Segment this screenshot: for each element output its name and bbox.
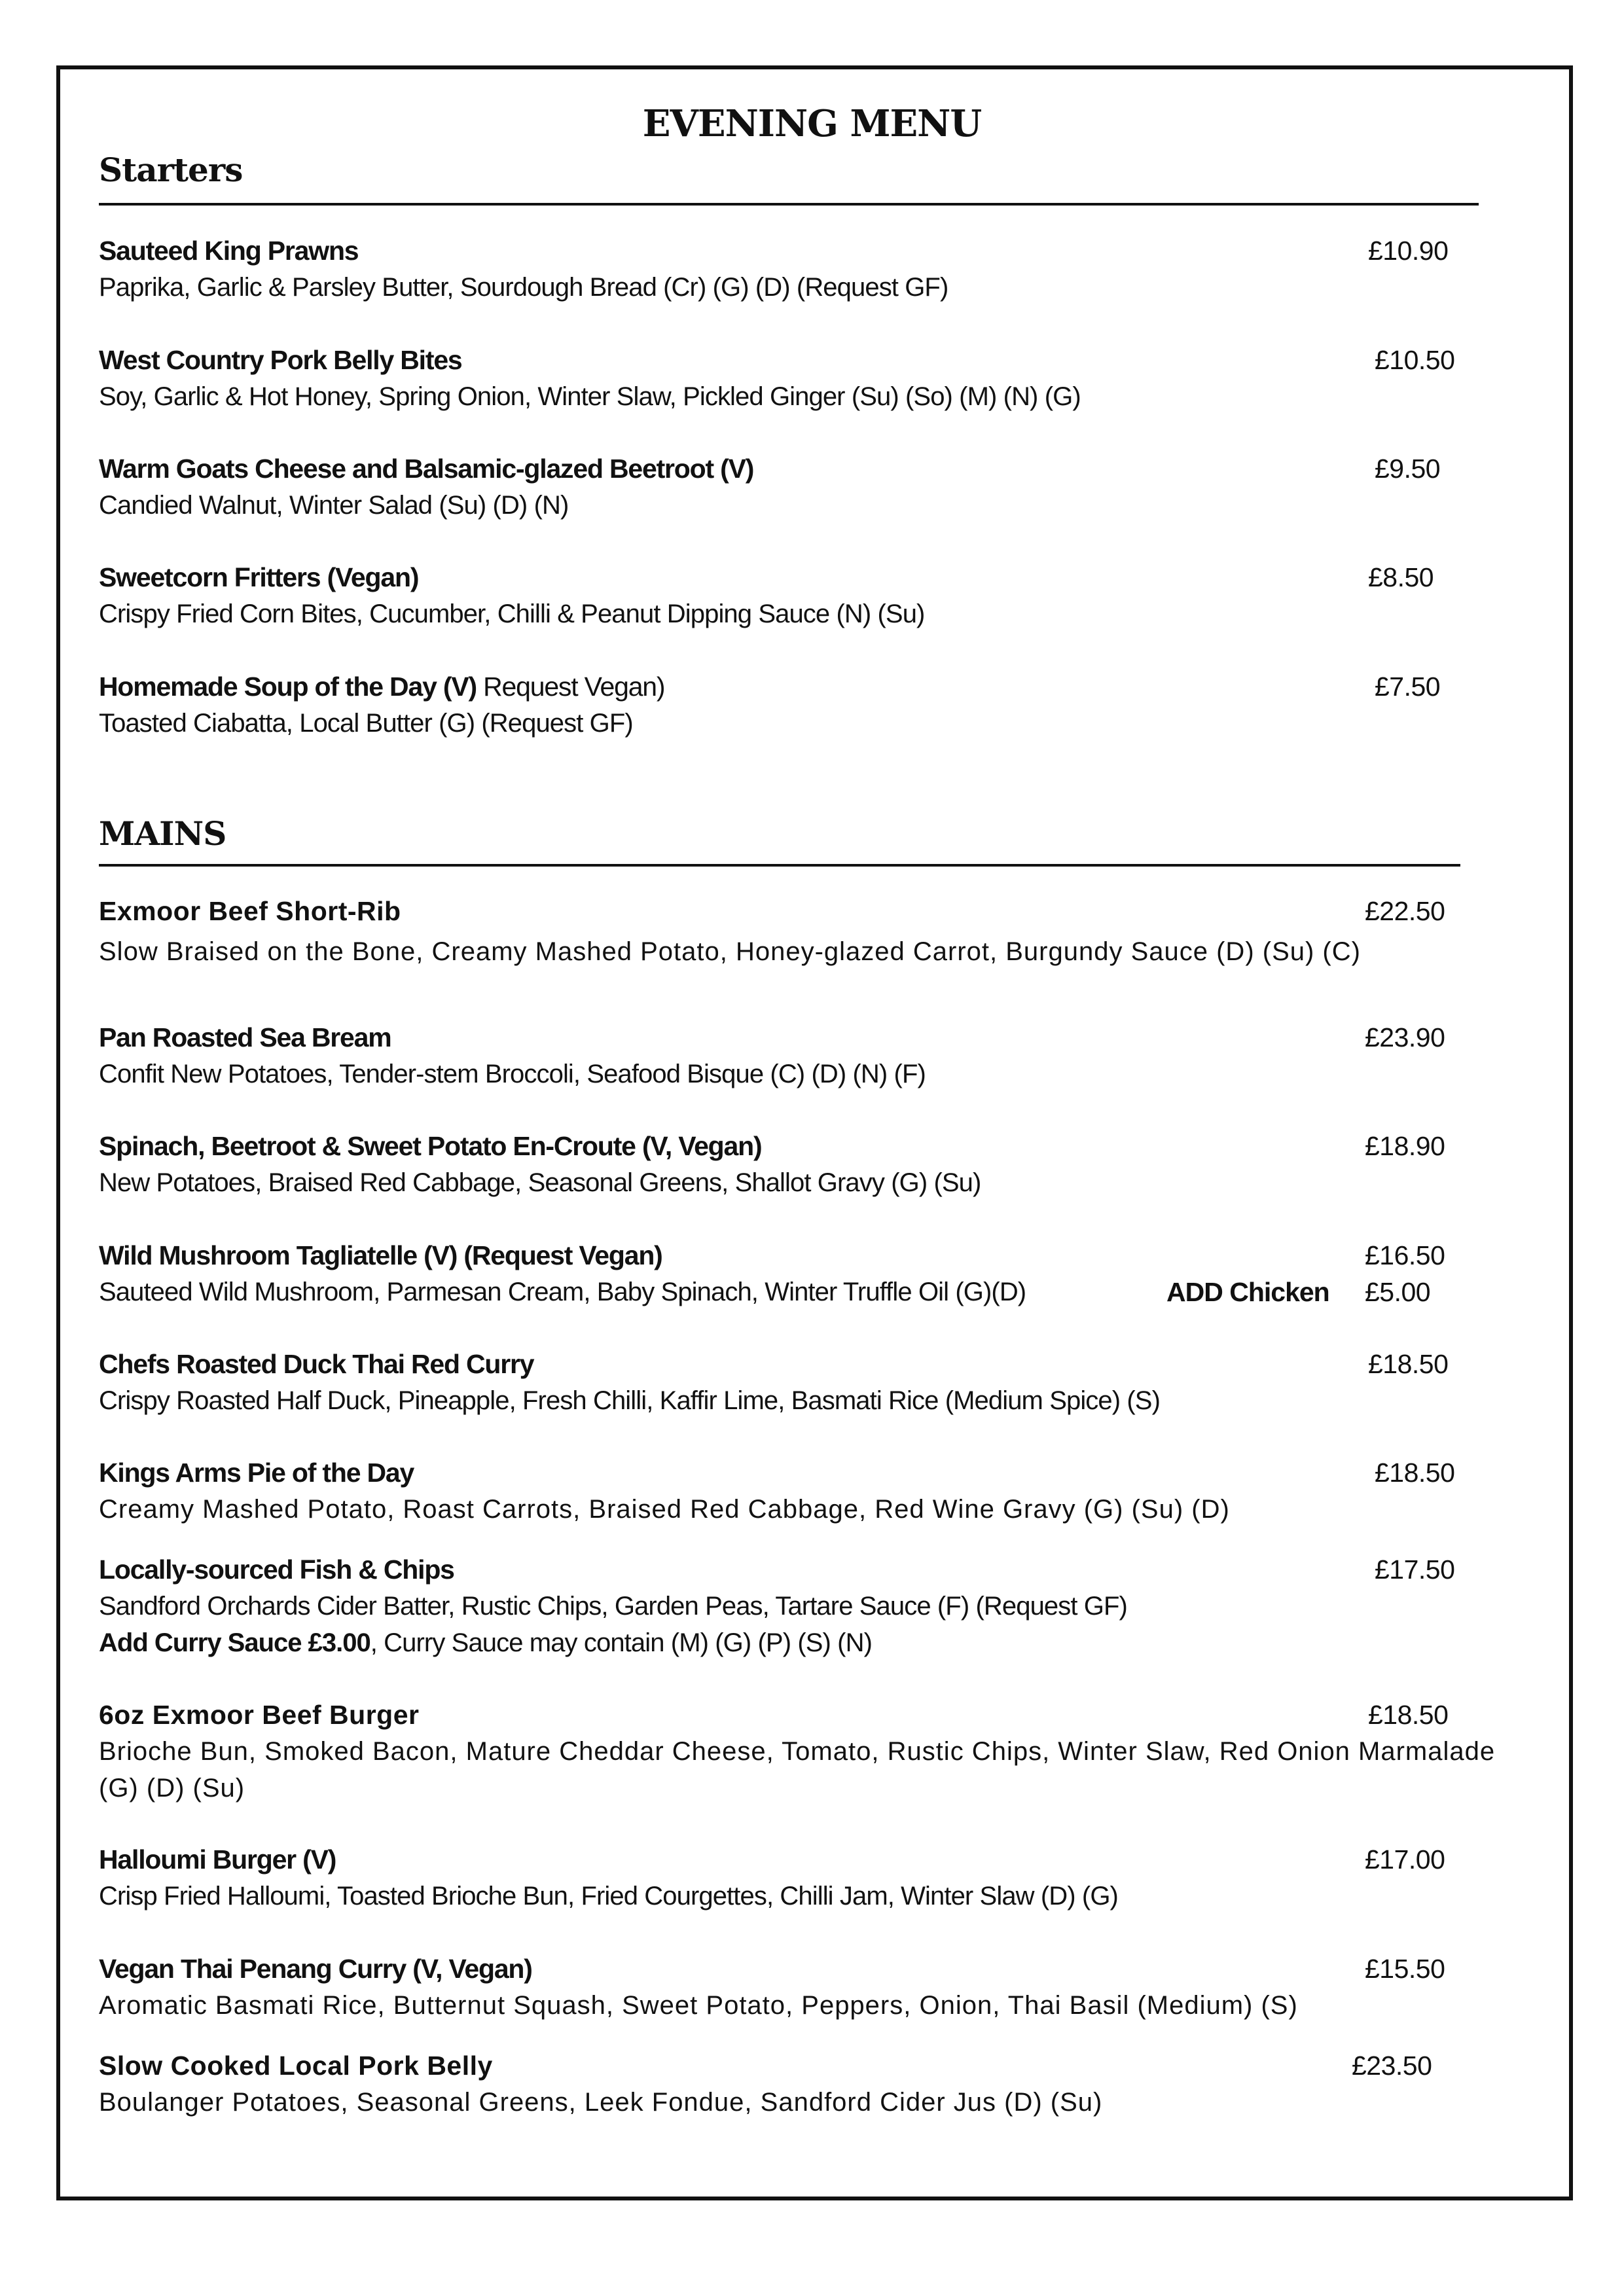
mains-divider bbox=[99, 864, 1460, 867]
item-name: 6oz Exmoor Beef Burger bbox=[99, 1700, 420, 1730]
item-name: Sauteed King Prawns bbox=[99, 236, 359, 266]
curry-sauce-note bbox=[99, 1624, 1519, 1661]
menu-item bbox=[99, 1551, 1519, 1661]
item-name: Exmoor Beef Short-Rib bbox=[99, 896, 401, 926]
item-price: £16.50 bbox=[1365, 1240, 1445, 1270]
menu-title: EVENING MENU bbox=[642, 102, 982, 145]
mains-heading: MAINS bbox=[99, 814, 226, 853]
menu-item bbox=[99, 559, 1519, 632]
menu-item bbox=[99, 232, 1519, 306]
item-price: £10.50 bbox=[1375, 345, 1455, 375]
menu-item bbox=[99, 342, 1519, 415]
item-price: £8.50 bbox=[1368, 562, 1434, 592]
item-description: Brioche Bun, Smoked Bacon, Mature Cheddar Cheese, Tomato, Rustic Chips, Winter Slaw, Red Onion Marmalade (G) (D) (Su) bbox=[99, 1737, 1496, 1803]
curry-sauce-allergens: , Curry Sauce may contain (M) (G) (P) (S) (N) bbox=[370, 1628, 873, 1657]
item-price: £7.50 bbox=[1375, 672, 1441, 702]
item-price: £17.00 bbox=[1365, 1844, 1445, 1874]
item-name: West Country Pork Belly Bites bbox=[99, 345, 462, 375]
starters-divider bbox=[99, 203, 1479, 206]
menu-item bbox=[99, 1346, 1519, 1419]
item-name: Kings Arms Pie of the Day bbox=[99, 1458, 414, 1488]
item-name: Slow Cooked Local Pork Belly bbox=[99, 2051, 493, 2081]
item-description: Crispy Roasted Half Duck, Pineapple, Fresh Chilli, Kaffir Lime, Basmati Rice (Medium Spice) (S) bbox=[99, 1386, 1161, 1415]
item-name: Warm Goats Cheese and Balsamic-glazed Beetroot (V) bbox=[99, 454, 754, 484]
add-chicken-label: ADD Chicken bbox=[1166, 1277, 1329, 1307]
item-description: Sandford Orchards Cider Batter, Rustic Chips, Garden Peas, Tartare Sauce (F) (Request GF) bbox=[99, 1592, 1127, 1621]
menu-item bbox=[99, 1019, 1519, 1092]
item-description: New Potatoes, Braised Red Cabbage, Seasonal Greens, Shallot Gravy (G) (Su) bbox=[99, 1168, 981, 1197]
item-description: Aromatic Basmati Rice, Butternut Squash, Sweet Potato, Peppers, Onion, Thai Basil (Medium) (S) bbox=[99, 1991, 1298, 2020]
item-price: £17.50 bbox=[1375, 1554, 1455, 1585]
item-description: Soy, Garlic & Hot Honey, Spring Onion, Winter Slaw, Pickled Ginger (Su) (So) (M) (N) (G) bbox=[99, 382, 1081, 411]
item-price: £10.90 bbox=[1368, 236, 1449, 266]
item-name-suffix: Request Vegan) bbox=[476, 672, 665, 702]
item-name: Sweetcorn Fritters (Vegan) bbox=[99, 562, 419, 592]
item-description: Sauteed Wild Mushroom, Parmesan Cream, Baby Spinach, Winter Truffle Oil (G)(D) bbox=[99, 1278, 1026, 1306]
item-description: Paprika, Garlic & Parsley Butter, Sourdough Bread (Cr) (G) (D) (Request GF) bbox=[99, 273, 948, 302]
menu-item bbox=[99, 1237, 1519, 1310]
item-description: Slow Braised on the Bone, Creamy Mashed Potato, Honey-glazed Carrot, Burgundy Sauce (D) (Su) (C) bbox=[99, 937, 1361, 966]
item-description: Creamy Mashed Potato, Roast Carrots, Braised Red Cabbage, Red Wine Gravy (G) (Su) (D) bbox=[99, 1495, 1230, 1524]
item-name-bold: Homemade Soup of the Day (V) bbox=[99, 672, 477, 702]
menu-item bbox=[99, 450, 1519, 524]
item-price: £15.50 bbox=[1365, 1954, 1445, 1984]
item-name: Spinach, Beetroot & Sweet Potato En-Croute (V, Vegan) bbox=[99, 1131, 762, 1161]
item-price: £18.50 bbox=[1368, 1700, 1449, 1730]
item-price: £9.50 bbox=[1375, 454, 1441, 484]
item-name: Pan Roasted Sea Bream bbox=[99, 1022, 391, 1052]
item-price: £18.50 bbox=[1368, 1349, 1449, 1379]
item-description: Confit New Potatoes, Tender-stem Broccoli, Seafood Bisque (C) (D) (N) (F) bbox=[99, 1060, 926, 1088]
menu-item bbox=[99, 1128, 1519, 1201]
menu-item bbox=[99, 893, 1519, 970]
item-name bbox=[99, 668, 1519, 705]
item-name: Chefs Roasted Duck Thai Red Curry bbox=[99, 1349, 534, 1379]
starters-heading: Starters bbox=[99, 151, 243, 189]
menu-item bbox=[99, 1454, 1519, 1528]
item-price: £23.90 bbox=[1365, 1022, 1445, 1052]
item-description: Toasted Ciabatta, Local Butter (G) (Request GF) bbox=[99, 709, 633, 738]
item-price: £22.50 bbox=[1365, 896, 1445, 926]
item-price: £23.50 bbox=[1352, 2051, 1432, 2081]
item-description: Candied Walnut, Winter Salad (Su) (D) (N) bbox=[99, 491, 569, 520]
item-name: Locally-sourced Fish & Chips bbox=[99, 1554, 454, 1585]
menu-item bbox=[99, 1841, 1519, 1914]
add-chicken-price: £5.00 bbox=[1365, 1277, 1431, 1307]
item-description: Crisp Fried Halloumi, Toasted Brioche Bun, Fried Courgettes, Chilli Jam, Winter Slaw (D) (G) bbox=[99, 1882, 1118, 1910]
item-description: Boulanger Potatoes, Seasonal Greens, Leek Fondue, Sandford Cider Jus (D) (Su) bbox=[99, 2088, 1103, 2117]
item-name: Vegan Thai Penang Curry (V, Vegan) bbox=[99, 1954, 532, 1984]
menu-item bbox=[99, 2047, 1519, 2121]
menu-item bbox=[99, 1696, 1519, 1806]
menu-item bbox=[99, 1950, 1519, 2024]
item-description: Crispy Fried Corn Bites, Cucumber, Chilli & Peanut Dipping Sauce (N) (Su) bbox=[99, 600, 925, 628]
curry-sauce-offer: Add Curry Sauce £3.00 bbox=[99, 1628, 370, 1657]
item-price: £18.90 bbox=[1365, 1131, 1445, 1161]
menu-item bbox=[99, 668, 1519, 742]
item-name: Halloumi Burger (V) bbox=[99, 1844, 336, 1874]
item-name: Wild Mushroom Tagliatelle (V) (Request Vegan) bbox=[99, 1240, 662, 1270]
item-price: £18.50 bbox=[1375, 1458, 1455, 1488]
